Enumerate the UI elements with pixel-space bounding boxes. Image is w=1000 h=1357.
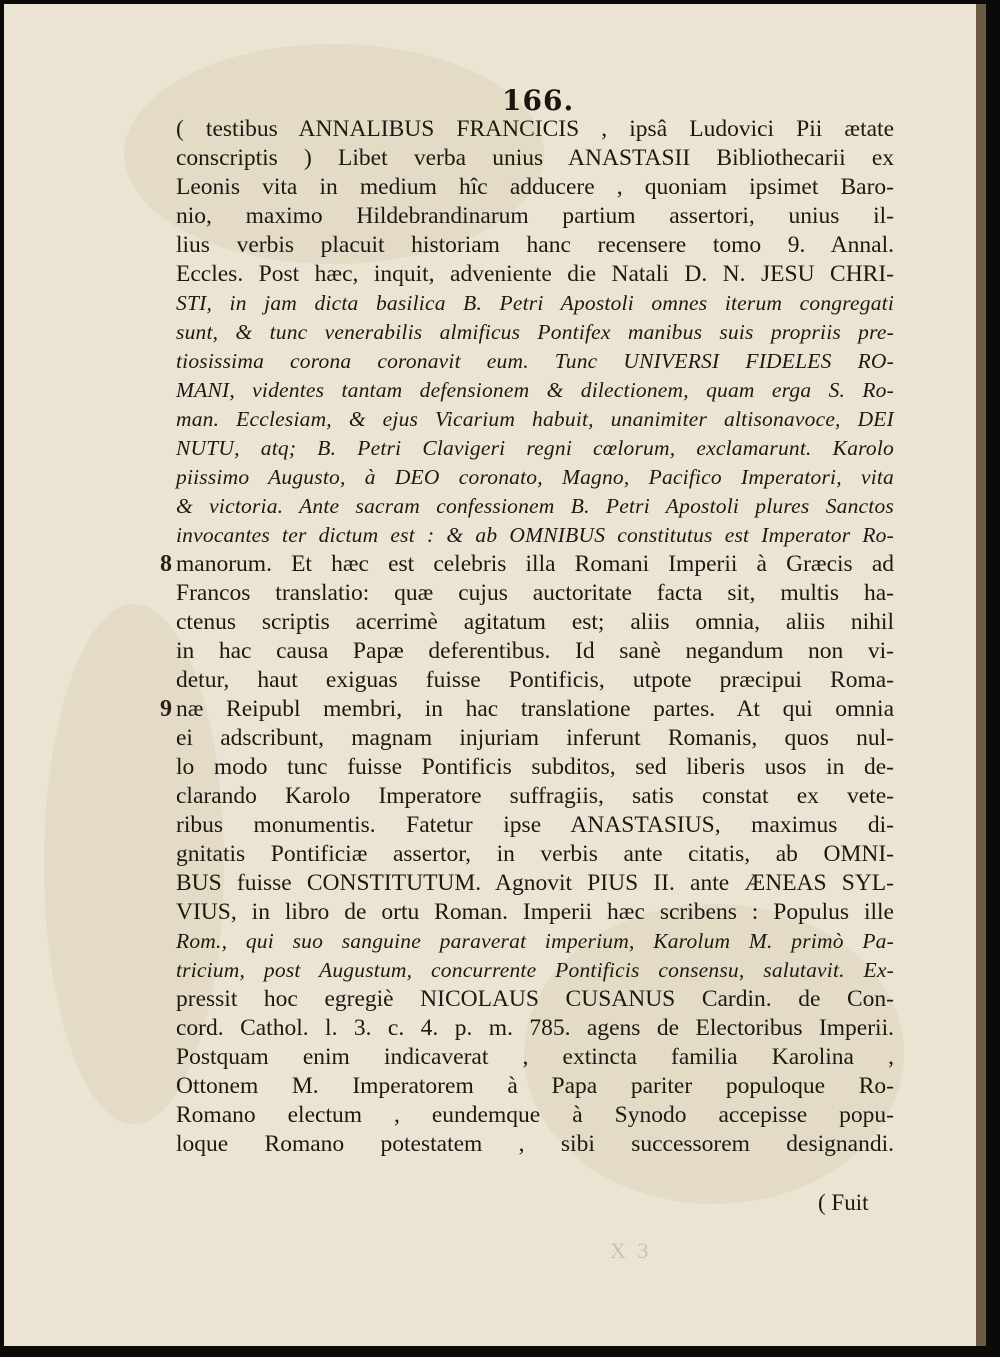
text-line: manorum. Et hæc est celebris illa Romani Imperii à Græcis ad: [176, 551, 894, 577]
margin-number: 8: [160, 551, 172, 577]
text-line: Postquam enim indicaverat , extincta familia Karolina ,: [176, 1044, 894, 1070]
text-line: ( testibus ANNALIBUS FRANCICIS , ipsâ Ludovici Pii ætate: [176, 116, 894, 142]
text-line: man. Ecclesiam, & ejus Vicarium habuit, unanimiter altisonavoce, DEI: [176, 407, 894, 431]
text-line: Francos translatio: quæ cujus auctoritate facta sit, multis ha-: [176, 580, 894, 606]
text-line: invocantes ter dictum est : & ab OMNIBUS constitutus est Imperator Ro-: [176, 523, 894, 547]
text-line: Leonis vita in medium hîc adducere , quoniam ipsimet Baro-: [176, 174, 894, 200]
page-number: 166.: [502, 84, 575, 117]
text-line: STI, in jam dicta basilica B. Petri Apostoli omnes iterum congregati: [176, 291, 894, 315]
text-line: NUTU, atq; B. Petri Clavigeri regni cœlorum, exclamarunt. Karolo: [176, 436, 894, 460]
text-line: tricium, post Augustum, concurrente Pontificis consensu, salutavit. Ex-: [176, 958, 894, 982]
text-line: Ottonem M. Imperatorem à Papa pariter populoque Ro-: [176, 1073, 894, 1099]
text-line: detur, haut exiguas fuisse Pontificis, utpote præcipui Roma-: [176, 667, 894, 693]
text-line: cord. Cathol. l. 3. c. 4. p. m. 785. agens de Electoribus Imperii.: [176, 1015, 894, 1041]
text-line: pressit hoc egregiè NICOLAUS CUSANUS Cardin. de Con-: [176, 986, 894, 1012]
text-line: tiosissima corona coronavit eum. Tunc UNIVERSI FIDELES RO-: [176, 349, 894, 373]
text-line: gnitatis Pontificiæ assertor, in verbis ante citatis, ab OMNI-: [176, 841, 894, 867]
text-line: ei adscribunt, magnam injuriam inferunt Romanis, quos nul-: [176, 725, 894, 751]
text-line: nio, maximo Hildebrandinarum partium assertori, unius il-: [176, 203, 894, 229]
text-line: & victoria. Ante sacram confessionem B. Petri Apostoli plures Sanctos: [176, 494, 894, 518]
text-line: sunt, & tunc venerabilis almificus Pontifex manibus suis propriis pre-: [176, 320, 894, 344]
text-line: clarando Karolo Imperatore suffragiis, satis constat ex vete-: [176, 783, 894, 809]
text-line: Romano electum , eundemque à Synodo accepisse popu-: [176, 1102, 894, 1128]
text-line: MANI, videntes tantam defensionem & dilectionem, quam erga S. Ro-: [176, 378, 894, 402]
text-line: næ Reipubl membri, in hac translatione partes. At qui omnia: [176, 696, 894, 722]
catchword: ( Fuit: [818, 1190, 869, 1215]
text-line: Eccles. Post hæc, inquit, adveniente die Natali D. N. JESU CHRI-: [176, 261, 894, 287]
page-edge: [976, 4, 986, 1346]
text-line: VIUS, in libro de ortu Roman. Imperii hæc scribens : Populus ille: [176, 899, 894, 925]
signature-mark: X 3: [610, 1238, 652, 1263]
text-line: Rom., qui suo sanguine paraverat imperium, Karolum M. primò Pa-: [176, 929, 894, 953]
text-line: piissimo Augusto, à DEO coronato, Magno, Pacifico Imperatori, vita: [176, 465, 894, 489]
text-line: ribus monumentis. Fatetur ipse ANASTASIUS, maximus di-: [176, 812, 894, 838]
text-line: lo modo tunc fuisse Pontificis subditos, sed liberis usos in de-: [176, 754, 894, 780]
text-line: lius verbis placuit historiam hanc recensere tomo 9. Annal.: [176, 232, 894, 258]
text-line: conscriptis ) Libet verba unius ANASTASII Bibliothecarii ex: [176, 145, 894, 171]
text-line: in hac causa Papæ deferentibus. Id sanè negandum non vi-: [176, 638, 894, 664]
text-line: ctenus scriptis acerrimè agitatum est; aliis omnia, aliis nihil: [176, 609, 894, 635]
text-line: BUS fuisse CONSTITUTUM. Agnovit PIUS II. ante ÆNEAS SYL-: [176, 870, 894, 896]
margin-number: 9: [160, 696, 172, 722]
text-line: loque Romano potestatem , sibi successorem designandi.: [176, 1131, 894, 1157]
